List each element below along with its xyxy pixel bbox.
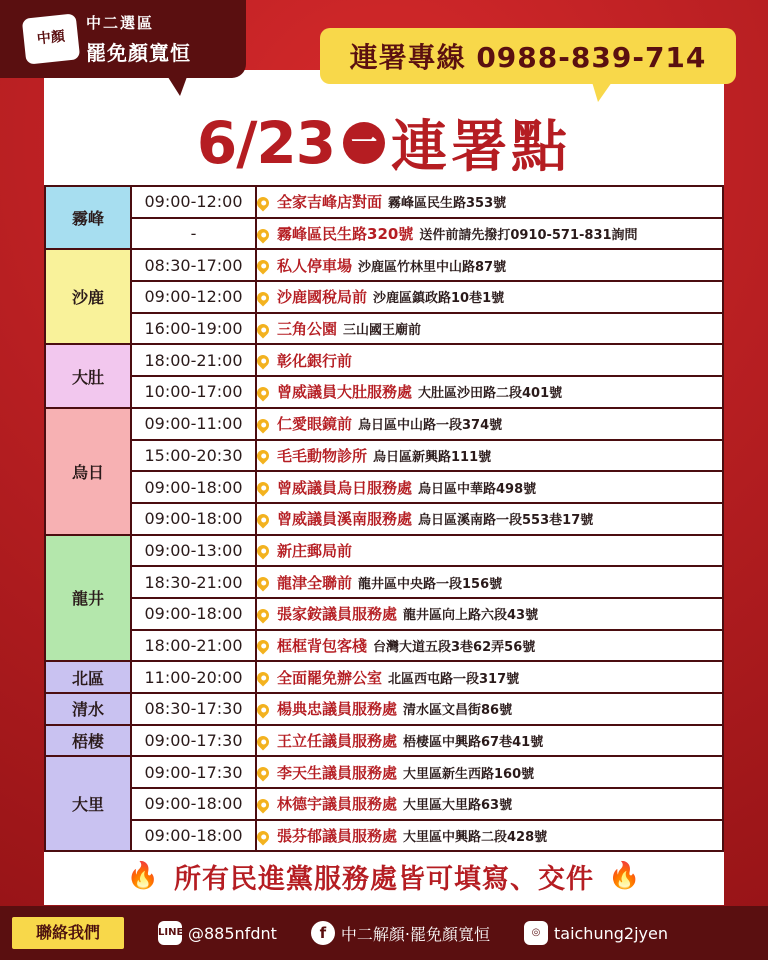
place-cell xyxy=(256,693,723,725)
hotline-banner: 連署專線 0988-839-714 xyxy=(320,28,736,84)
table-row xyxy=(45,440,723,472)
place-address: 北區西屯路一段317號 xyxy=(388,671,520,687)
district-cell: 烏日 xyxy=(45,408,131,535)
location-pin-icon xyxy=(256,194,271,211)
time-cell: 09:00-13:00 xyxy=(131,535,256,567)
time-cell: 18:00-21:00 xyxy=(131,344,256,376)
footer-banner xyxy=(44,850,724,902)
facebook-text: 中二解顏‧罷免顏寬恒 xyxy=(340,924,490,944)
location-pin-icon xyxy=(256,796,271,813)
place-cell xyxy=(256,376,723,408)
place-address: 清水區文昌街86號 xyxy=(403,703,513,719)
table-row xyxy=(45,249,723,281)
time-cell: 18:30-21:00 xyxy=(131,566,256,598)
fire-icon: 🔥 xyxy=(608,861,642,891)
time-cell: 09:00-18:00 xyxy=(131,598,256,630)
place-cell xyxy=(256,471,723,503)
location-pin-icon xyxy=(256,543,271,560)
place-name: 李天生議員服務處 xyxy=(277,763,398,782)
time-cell: 09:00-17:30 xyxy=(131,725,256,757)
logo-line1: 中二選區 xyxy=(86,14,155,32)
place-name: 三角公園 xyxy=(277,320,338,339)
place-cell xyxy=(256,661,723,693)
table-row xyxy=(45,820,723,852)
district-cell: 清水 xyxy=(45,693,131,725)
location-pin-icon xyxy=(256,448,271,465)
instagram-text: taichung2jyen xyxy=(553,923,668,943)
location-pin-icon xyxy=(256,416,271,433)
place-address: 烏日區中山路一段374號 xyxy=(358,418,503,434)
table-row xyxy=(45,756,723,788)
place-address: 烏日區中華路498號 xyxy=(418,481,537,497)
contact-label: 聯絡我們 xyxy=(12,917,124,949)
location-pin-icon xyxy=(256,480,271,497)
place-address: 沙鹿區鎮政路10巷1號 xyxy=(373,291,505,307)
place-cell xyxy=(256,218,723,250)
time-cell: 09:00-18:00 xyxy=(131,471,256,503)
table-row xyxy=(45,630,723,662)
headline-date: 6/23 xyxy=(196,109,336,177)
table-row xyxy=(45,598,723,630)
headline-title: 連署點 xyxy=(391,115,572,180)
time-cell: 09:00-17:30 xyxy=(131,756,256,788)
place-address: 大里區中興路二段428號 xyxy=(403,830,548,846)
table-row xyxy=(45,344,723,376)
time-cell: 18:00-21:00 xyxy=(131,630,256,662)
location-pin-icon xyxy=(256,606,271,623)
location-pin-icon xyxy=(256,321,271,338)
time-cell: 08:30-17:00 xyxy=(131,249,256,281)
table-row xyxy=(45,725,723,757)
time-cell: - xyxy=(131,218,256,250)
place-address: 三山國王廟前 xyxy=(343,323,422,339)
district-cell: 沙鹿 xyxy=(45,249,131,344)
place-cell xyxy=(256,281,723,313)
district-cell: 大里 xyxy=(45,756,131,851)
table-row xyxy=(45,313,723,345)
location-pin-icon xyxy=(256,289,271,306)
location-pin-icon xyxy=(256,353,271,370)
place-name: 沙鹿國稅局前 xyxy=(277,288,368,307)
place-cell xyxy=(256,503,723,535)
instagram-link[interactable] xyxy=(524,921,668,945)
location-pin-icon xyxy=(256,638,271,655)
place-address: 霧峰區民生路353號 xyxy=(388,196,507,212)
location-pin-icon xyxy=(256,765,271,782)
fire-icon: 🔥 xyxy=(126,861,160,891)
table-row xyxy=(45,535,723,567)
place-address: 龍井區中央路一段156號 xyxy=(358,576,503,592)
time-cell: 15:00-20:30 xyxy=(131,440,256,472)
logo xyxy=(0,0,246,78)
place-cell xyxy=(256,756,723,788)
place-address: 大肚區沙田路二段401號 xyxy=(418,386,563,402)
time-cell: 10:00-17:00 xyxy=(131,376,256,408)
place-name: 私人停車場 xyxy=(277,256,353,275)
line-icon: LINE xyxy=(158,921,182,945)
place-address: 台灣大道五段3巷62弄56號 xyxy=(373,639,536,655)
place-name: 框框背包客棧 xyxy=(277,636,368,655)
place-name: 龍津全聯前 xyxy=(277,573,353,592)
logo-text xyxy=(86,12,191,66)
logo-speech-tail xyxy=(166,74,188,96)
headline-day-of-week: 一 xyxy=(343,122,385,164)
place-cell xyxy=(256,344,723,376)
table-row xyxy=(45,186,723,218)
time-cell: 08:30-17:30 xyxy=(131,693,256,725)
district-cell: 霧峰 xyxy=(45,186,131,249)
time-cell: 09:00-18:00 xyxy=(131,503,256,535)
hotline-speech-tail xyxy=(592,82,612,102)
time-cell: 09:00-12:00 xyxy=(131,281,256,313)
location-pin-icon xyxy=(256,670,271,687)
table-row xyxy=(45,471,723,503)
location-pin-icon xyxy=(256,733,271,750)
district-cell: 北區 xyxy=(45,661,131,693)
table-row xyxy=(45,281,723,313)
place-name: 彰化銀行前 xyxy=(277,351,353,370)
time-cell: 09:00-12:00 xyxy=(131,186,256,218)
place-name: 新庄郵局前 xyxy=(277,541,353,560)
place-name: 王立任議員服務處 xyxy=(277,732,398,751)
line-link[interactable] xyxy=(158,921,277,945)
location-pin-icon xyxy=(256,828,271,845)
place-name: 曾威議員大肚服務處 xyxy=(277,383,413,402)
location-pin-icon xyxy=(256,575,271,592)
place-name: 全面罷免辦公室 xyxy=(277,668,383,687)
place-cell xyxy=(256,725,723,757)
time-cell: 16:00-19:00 xyxy=(131,313,256,345)
table-row xyxy=(45,376,723,408)
location-pin-icon xyxy=(256,226,271,243)
place-address: 龍井區向上路六段43號 xyxy=(403,608,539,624)
place-cell xyxy=(256,820,723,852)
line-text: @885nfdnt xyxy=(188,923,277,943)
place-address: 烏日區新興路111號 xyxy=(373,449,492,465)
place-name: 楊典忠議員服務處 xyxy=(277,700,398,719)
table-row xyxy=(45,661,723,693)
district-cell: 龍井 xyxy=(45,535,131,662)
time-cell: 09:00-11:00 xyxy=(131,408,256,440)
footer-banner-text: 所有民進黨服務處皆可填寫、交件 xyxy=(174,863,594,895)
district-cell: 大肚 xyxy=(45,344,131,407)
table-row xyxy=(45,408,723,440)
table-row xyxy=(45,503,723,535)
table-row xyxy=(45,693,723,725)
place-name: 張芬郁議員服務處 xyxy=(277,827,398,846)
place-name: 曾威議員溪南服務處 xyxy=(277,510,413,529)
place-cell xyxy=(256,186,723,218)
time-cell: 11:00-20:00 xyxy=(131,661,256,693)
table-row xyxy=(45,788,723,820)
logo-badge: 中顏 xyxy=(22,13,81,64)
headline xyxy=(44,108,724,178)
facebook-icon: f xyxy=(311,921,335,945)
facebook-link[interactable] xyxy=(311,921,490,945)
table-row xyxy=(45,218,723,250)
location-pin-icon xyxy=(256,701,271,718)
table-row xyxy=(45,566,723,598)
time-cell: 09:00-18:00 xyxy=(131,820,256,852)
place-name: 全家吉峰店對面 xyxy=(277,193,383,212)
location-pin-icon xyxy=(256,258,271,275)
place-cell xyxy=(256,598,723,630)
place-address: 烏日區溪南路一段553巷17號 xyxy=(418,513,594,529)
place-address: 大里區新生西路160號 xyxy=(403,766,535,782)
location-pin-icon xyxy=(256,384,271,401)
schedule-table xyxy=(44,185,724,852)
place-cell xyxy=(256,535,723,567)
place-address: 送件前請先撥打0910-571-831詢問 xyxy=(419,228,638,244)
place-name: 曾威議員烏日服務處 xyxy=(277,478,413,497)
place-address: 大里區大里路63號 xyxy=(403,798,513,814)
place-cell xyxy=(256,788,723,820)
district-cell: 梧棲 xyxy=(45,725,131,757)
place-cell xyxy=(256,313,723,345)
time-cell: 09:00-18:00 xyxy=(131,788,256,820)
place-cell xyxy=(256,408,723,440)
location-pin-icon xyxy=(256,511,271,528)
place-cell xyxy=(256,249,723,281)
place-name: 張家銨議員服務處 xyxy=(277,605,398,624)
place-cell xyxy=(256,440,723,472)
place-name: 林德宇議員服務處 xyxy=(277,795,398,814)
place-address: 沙鹿區竹林里中山路87號 xyxy=(358,259,507,275)
place-address: 梧棲區中興路67巷41號 xyxy=(403,735,544,751)
logo-line2: 罷免顏寬恒 xyxy=(86,41,191,65)
instagram-icon: ◎ xyxy=(524,921,548,945)
place-name: 毛毛動物診所 xyxy=(277,446,368,465)
place-name: 仁愛眼鏡前 xyxy=(277,415,353,434)
bottom-bar xyxy=(0,906,768,960)
place-cell xyxy=(256,630,723,662)
place-cell xyxy=(256,566,723,598)
place-name: 霧峰區民生路320號 xyxy=(277,225,414,244)
